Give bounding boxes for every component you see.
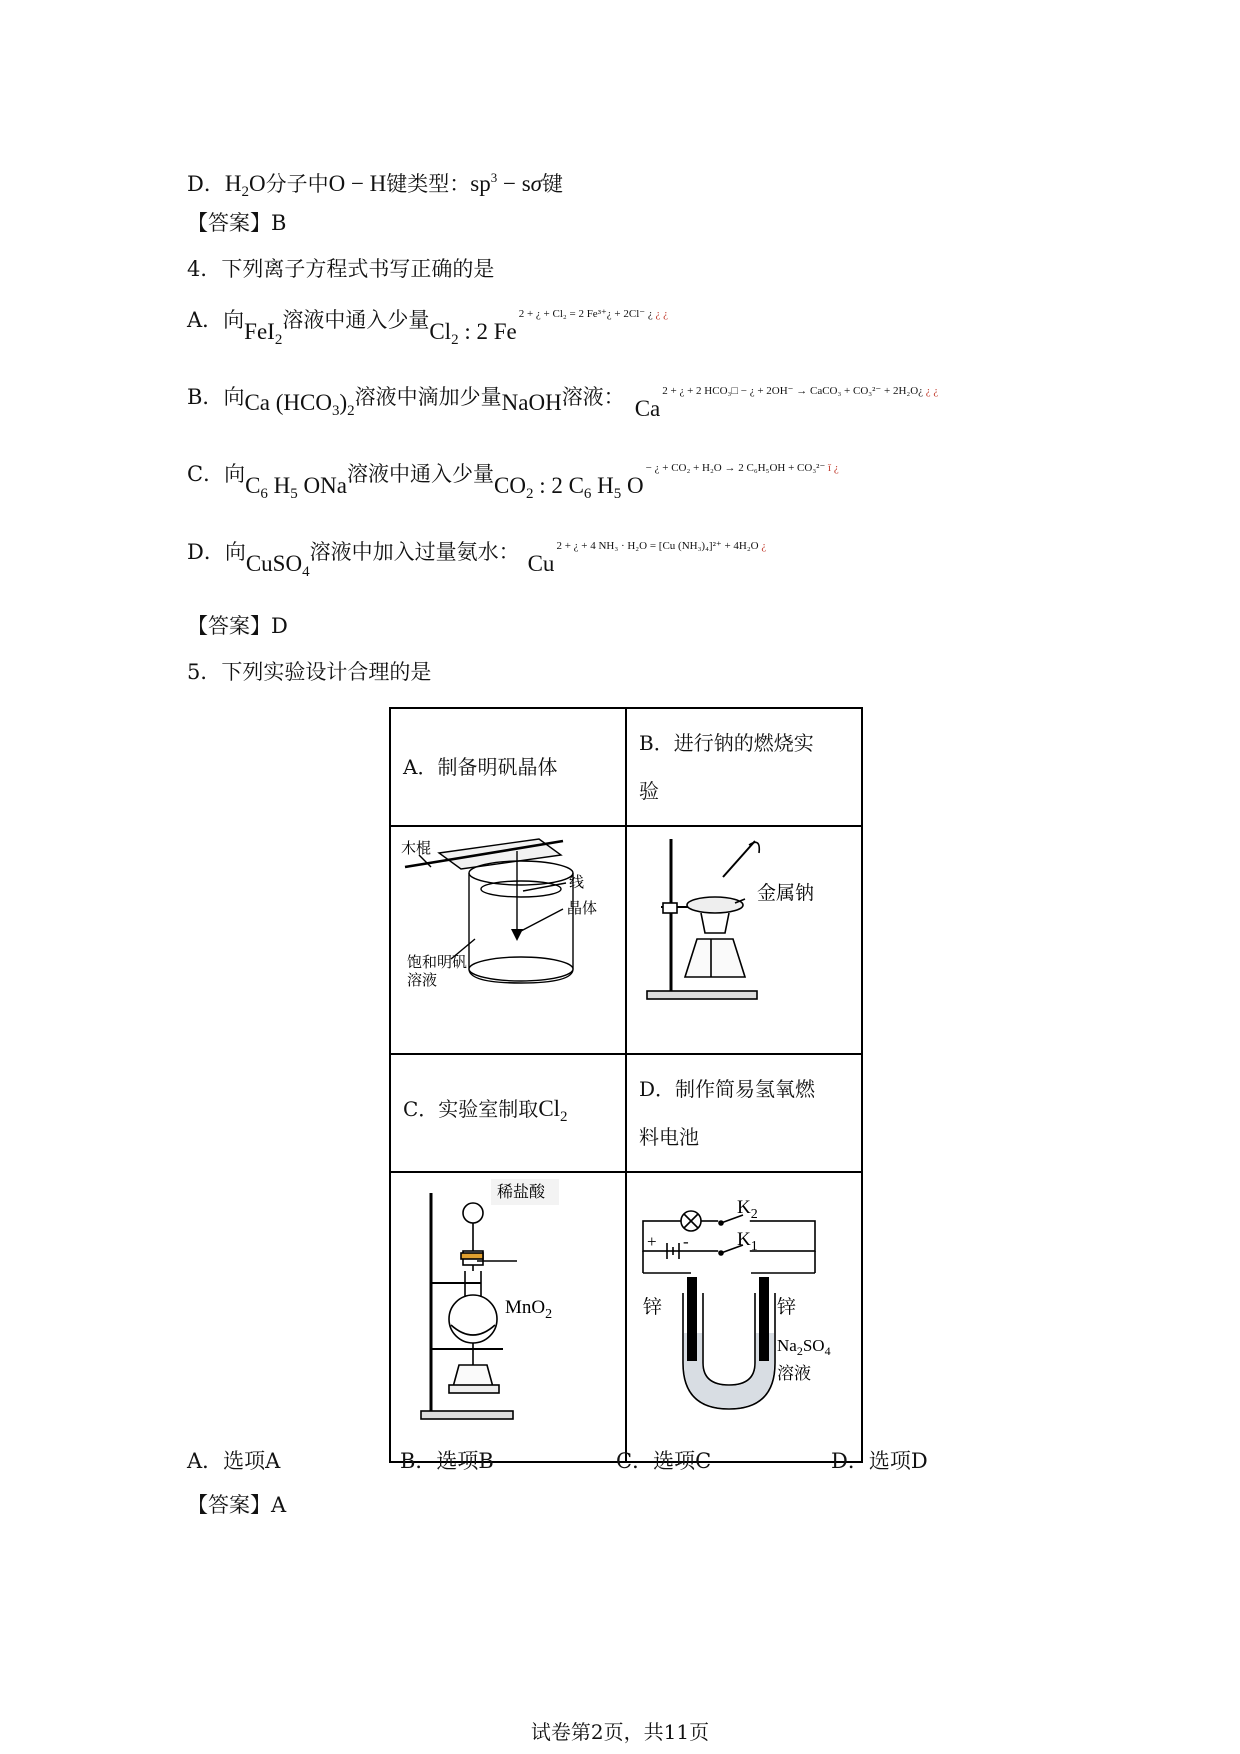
cell-c-title: C．实验室制取$Cl_2$ <box>390 1054 626 1172</box>
cell-d-figure <box>626 1172 862 1462</box>
q4-stem: 4．下列离子方程式书写正确的是 <box>187 257 495 281</box>
label-solution: 溶液 <box>777 1364 811 1384</box>
page-footer: 试卷第2页，共11页 <box>530 1720 710 1744</box>
option-label: A． <box>187 308 224 332</box>
formula-sp3-s-sigma: $sp^3 - s\sigma$ <box>470 170 543 196</box>
cell-c-figure <box>390 1172 626 1462</box>
label-solution-1: 饱和明矾 <box>407 953 468 971</box>
fuel-cell-figure <box>627 1173 861 1457</box>
formula-cu: Cu <box>527 551 555 576</box>
option-d[interactable]: D．选项D <box>831 1449 928 1473</box>
q3-option-d <box>187 164 563 206</box>
label-zinc-right: 锌 <box>777 1296 797 1318</box>
formula-co2-phenolate: $CO_2$ : 2 $C_6$ $H_5$ O <box>493 473 644 502</box>
label-sodium: 金属钠 <box>757 882 815 904</box>
label-mno2: MnO$_2$ <box>505 1297 553 1322</box>
formula-ca-hco3-2: Ca $(HCO_3)_2$ <box>244 390 355 419</box>
q3-d-text-3: 键 <box>542 172 564 196</box>
formula-oh-bond: O − H <box>328 171 387 196</box>
q5-answer: 【答案】A <box>187 1493 287 1517</box>
garbled-equation-a: 2 + ¿ + Cl₂ = 2 Fe³⁺¿ + 2Cl⁻ ¿ ¿ ¿ <box>518 308 668 320</box>
option-b[interactable]: B．选项B <box>400 1449 494 1473</box>
formula-c6h5ona: $C_6$ $H_5$ ONa <box>245 473 347 502</box>
cell-b-title: B．进行钠的燃烧实 验 <box>626 708 862 826</box>
label-plus: + <box>647 1232 657 1251</box>
q3-d-text-1: 分子中 <box>265 172 329 196</box>
label-crystal: 晶体 <box>567 899 598 917</box>
cell-a-figure <box>390 826 626 1054</box>
option-label: D． <box>187 540 225 564</box>
cell-b-figure <box>626 826 862 1054</box>
alum-crystal-figure <box>391 827 625 1049</box>
label-minus: - <box>683 1232 689 1251</box>
garbled-equation-b: 2 + ¿ + 2 HCO₃□ − ¿ + 2OH⁻ → CaCO₃ + CO₃²⁻ + 2H₂O¿ ¿ ¿ <box>662 385 939 397</box>
garbled-equation-c: − ¿ + CO₂ + H₂O → 2 C₆H₅OH + CO₃²⁻ ǐ ¿ <box>645 462 839 474</box>
q5-stem: 5．下列实验设计合理的是 <box>187 660 432 684</box>
formula-cuso4: CuSO$_4$ <box>245 551 310 580</box>
label-zinc-left: 锌 <box>643 1296 663 1318</box>
experiment-table <box>389 707 863 1463</box>
label-k2: $K_2$ <box>737 1197 758 1222</box>
q4-answer: 【答案】D <box>187 614 288 638</box>
option-label: B． <box>187 385 224 409</box>
label-thread: 线 <box>569 873 585 891</box>
chlorine-apparatus-figure <box>391 1173 625 1457</box>
label-na2so4: $Na_2SO_4$ <box>777 1336 831 1358</box>
q4-option-b: B．向Ca $(HCO_3)_2$溶液中滴加少量NaOH溶液： $Ca^{2 + ¿ + 2 HCO_3□ - ¿ + 2OH^- \to CaCO_3 + CO_3^{2-} + 2H_2O¿ ¿ ¿}$ <box>187 385 939 421</box>
q4-option-a: A．向FeI$_2$溶液中通入少量$Cl_2$ : 2 $Fe^{2 + ¿ + Cl_2 = 2 Fe^{3+}¿ + 2Cl^- ¿ ¿ ¿}$ <box>187 308 668 348</box>
label-acid: 稀盐酸 <box>497 1182 546 1201</box>
label-solution-2: 溶液 <box>407 971 438 989</box>
option-c[interactable]: C．选项C <box>616 1449 712 1473</box>
q4-option-d: D．向CuSO$_4$溶液中加入过量氨水： $Cu^{2 + ¿ + 4 NH_3 \cdot H_2O = [Cu (NH_3)_4]^{2+} + 4H_2O ¿}$ <box>187 540 767 580</box>
label-k1: $K_1$ <box>737 1229 758 1254</box>
option-a[interactable]: A．选项A <box>187 1449 281 1473</box>
formula-naoh: NaOH <box>501 390 562 415</box>
q3-d-text-2: 键类型： <box>386 172 471 196</box>
cell-a-title: A．制备明矾晶体 <box>390 708 626 826</box>
option-label: D． <box>187 172 225 196</box>
formula-fei2: FeI$_2$ <box>244 319 283 348</box>
formula-h2o: $H_2O$ <box>224 171 266 200</box>
cell-d-title: D．制作简易氢氧燃 料电池 <box>626 1054 862 1172</box>
sodium-combustion-figure <box>627 827 861 1049</box>
garbled-equation-d: 2 + ¿ + 4 NH₃ · H₂O = [Cu (NH₃)₄]²⁺ + 4H₂O ¿ <box>556 540 767 552</box>
formula-cl2: $Cl_2$ <box>538 1096 568 1125</box>
formula-ca: Ca <box>634 396 661 421</box>
option-label: C． <box>187 462 225 486</box>
q3-answer: 【答案】B <box>187 211 287 235</box>
q4-option-c: C．向$C_6$ $H_5$ ONa溶液中通入少量$CO_2$ : 2 $C_6$ $H_5$ $O^{- ¿ + CO_2 + H_2O \to 2 C_6H_5OH + CO_3^{2-} ǐ ¿}$ <box>187 462 839 502</box>
formula-cl2-2fe: $Cl_2$ : 2 Fe <box>429 319 517 348</box>
label-stick: 木棍 <box>401 839 432 857</box>
